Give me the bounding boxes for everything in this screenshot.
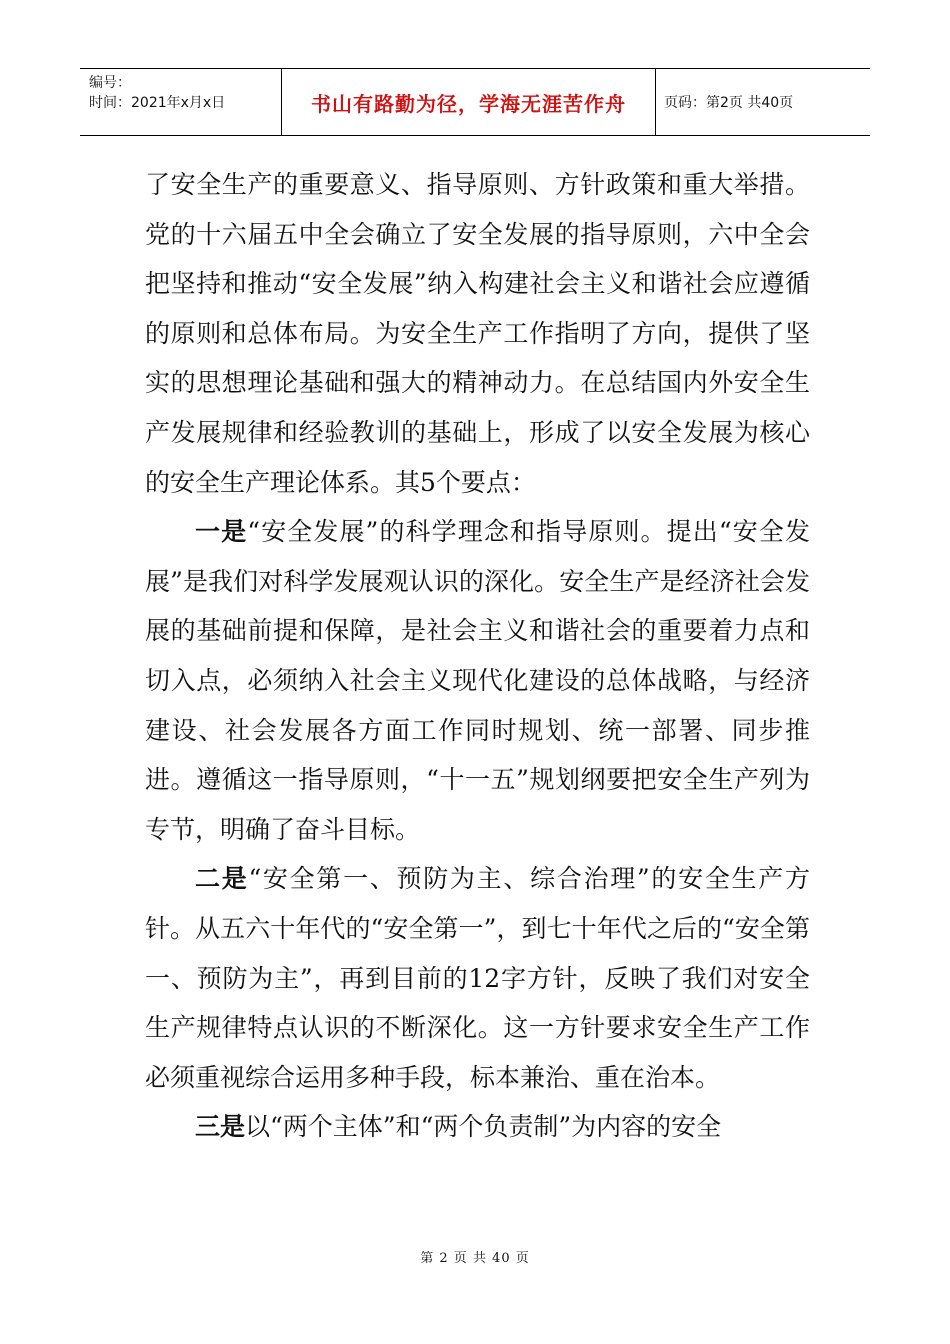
document-header <box>80 68 870 136</box>
header-page-info: 页码：第2页 共40页 <box>664 95 794 111</box>
header-number-label: 编号： <box>89 75 131 91</box>
paragraph-2-lead: 一是 <box>195 517 248 547</box>
header-meta-cell <box>80 69 282 135</box>
paragraph-4-text: 以“两个主体”和“两个负责制”为内容的安全 <box>245 1112 722 1142</box>
document-body <box>145 160 810 1152</box>
paragraph-3 <box>145 854 810 1102</box>
paragraph-1 <box>145 160 810 507</box>
paragraph-2 <box>145 507 810 854</box>
paragraph-1-text: 了安全生产的重要意义、指导原则、方针政策和重大举措。党的十六届五中全会确立了安全发展的指导原则，六中全会把坚持和推动“安全发展”纳入构建社会主义和谐社会应遵循的原则和总体布局。为安全生产工作指明了方向，提供了坚实的思想理论基础和强大的精神动力。在总结国内外安全生产发展规律和经验教训的基础上，形成了以安全发展为核心的安全生产理论体系。其5个要点： <box>145 170 810 497</box>
paragraph-4-lead: 三是 <box>195 1112 246 1142</box>
paragraph-4 <box>145 1102 810 1152</box>
page-footer: 第 2 页 共 40 页 <box>420 1251 530 1266</box>
paragraph-3-text: “安全第一、预防为主、综合治理”的安全生产方针。从五六十年代的“安全第一”，到七十年代之后的“安全第一、预防为主”，再到目前的12字方针，反映了我们对安全生产规律特点认识的不断深化。这一方针要求安全生产工作必须重视综合运用多种手段，标本兼治、重在治本。 <box>145 864 810 1092</box>
paragraph-2-text: “安全发展”的科学理念和指导原则。提出“安全发展”是我们对科学发展观认识的深化。安全生产是经济社会发展的基础前提和保障，是社会主义和谐社会的重要着力点和切入点，必须纳入社会主义现代化建设的总体战略，与经济建设、社会发展各方面工作同时规划、统一部署、同步推进。遵循这一指导原则，“十一五”规划纲要把安全生产列为专节，明确了奋斗目标。 <box>145 517 810 844</box>
header-motto: 书山有路勤为径，学海无涯苦作舟 <box>282 69 656 135</box>
header-date-label: 时间：2021年x月x日 <box>89 95 226 111</box>
paragraph-3-lead: 二是 <box>195 864 249 894</box>
